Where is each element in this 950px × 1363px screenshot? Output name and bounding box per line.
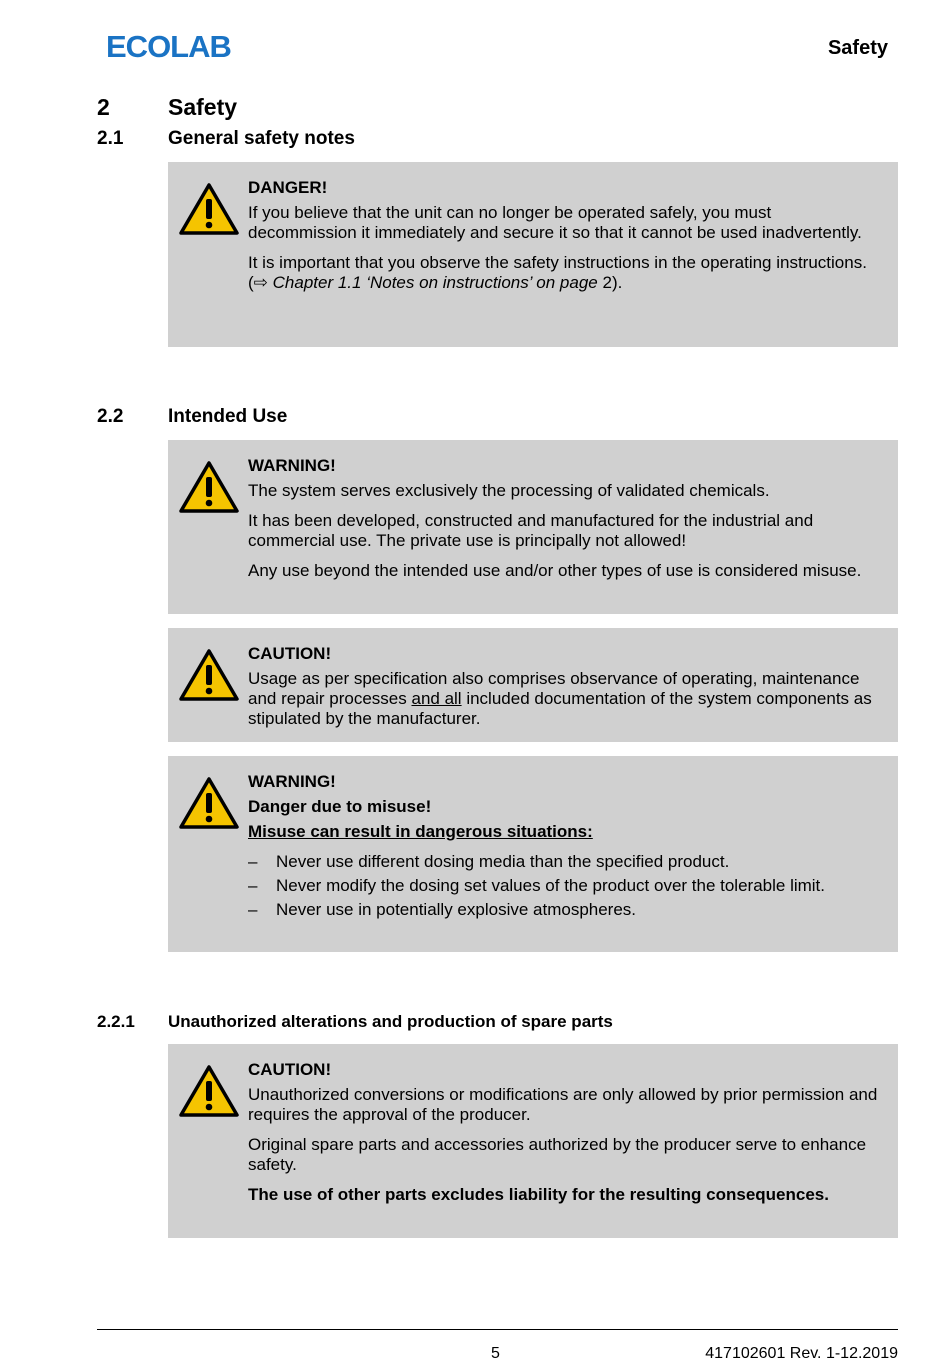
signal-word: CAUTION! xyxy=(248,644,332,663)
cross-reference xyxy=(248,273,878,293)
danger-text-1: If you believe that the unit can no longer be operated safely, you must decommission it immediately and secure it so that it cannot be used inadvertently. xyxy=(248,203,862,242)
list-item xyxy=(248,876,878,896)
caution-text-3: The use of other parts excludes liability for the resulting consequences. xyxy=(248,1185,829,1204)
caution-text-b: included documentation of the system components as stipulated by the manufacturer. xyxy=(248,689,872,728)
chapter-title: Safety xyxy=(168,94,238,120)
caution-box-spare-parts xyxy=(168,1044,898,1238)
page-number: 5 xyxy=(491,1345,500,1362)
section-title: Unauthorized alterations and production of spare parts xyxy=(168,1012,613,1031)
list-item-text: Never use different dosing media than the specified product. xyxy=(276,852,730,871)
section-number: 2.1 xyxy=(97,128,124,149)
header-title: Safety xyxy=(827,37,888,59)
section-title: General safety notes xyxy=(168,128,355,149)
caution-box-usage xyxy=(168,628,898,742)
logo-text: ECOLAB xyxy=(106,30,231,62)
signal-word: DANGER! xyxy=(248,178,328,197)
warning-box-misuse xyxy=(168,756,898,952)
caution-text-underlined: and all xyxy=(411,689,462,708)
ecolab-logo xyxy=(106,30,256,67)
ref-close: ). xyxy=(611,273,623,292)
misuse-list xyxy=(248,852,878,920)
list-item-text: Never use in potentially explosive atmospheres. xyxy=(276,900,637,919)
dash: – xyxy=(248,852,258,871)
warning-triangle-icon xyxy=(178,776,240,835)
caution-text-1: Unauthorized conversions or modifications are only allowed by prior permission and requires the approval of the producer. xyxy=(248,1085,878,1124)
warning-triangle-icon xyxy=(178,1064,240,1123)
warning-text-2: It has been developed, constructed and manufactured for the industrial and commercial use. The private use is principally not allowed! xyxy=(248,511,814,550)
warning-box-intended-use xyxy=(168,440,898,614)
chapter-number: 2 xyxy=(97,94,110,120)
chapter-reference-link[interactable]: Chapter 1.1 ‘Notes on instructions’ on page xyxy=(267,273,598,292)
danger-text-2: It is important that you observe the safety instructions in the operating instructions. xyxy=(248,253,867,272)
caution-text-2: Original spare parts and accessories authorized by the producer serve to enhance safety. xyxy=(248,1135,867,1174)
warning-text-1: The system serves exclusively the processing of validated chemicals. xyxy=(248,481,770,500)
signal-word: WARNING! xyxy=(248,456,336,475)
section-number: 2.2 xyxy=(97,406,124,427)
signal-word: WARNING! xyxy=(248,772,336,791)
danger-box xyxy=(168,162,898,347)
dash: – xyxy=(248,876,258,895)
dash: – xyxy=(248,900,258,919)
document-id: 417102601 Rev. 1-12.2019 xyxy=(705,1345,898,1362)
misuse-subheading: Misuse can result in dangerous situations: xyxy=(248,822,593,841)
warning-triangle-icon xyxy=(178,182,240,241)
caution-text xyxy=(248,669,878,729)
list-item xyxy=(248,852,878,872)
ref-open: ( xyxy=(248,273,254,292)
misuse-heading: Danger due to misuse! xyxy=(248,797,432,816)
warning-text-3: Any use beyond the intended use and/or other types of use is considered misuse. xyxy=(248,561,862,580)
warning-triangle-icon xyxy=(178,648,240,707)
warning-triangle-icon xyxy=(178,460,240,519)
section-title: Intended Use xyxy=(168,406,288,427)
footer-divider xyxy=(97,1329,898,1330)
ref-page: 2 xyxy=(597,273,612,292)
section-number: 2.2.1 xyxy=(97,1012,135,1031)
list-item-text: Never modify the dosing set values of the product over the tolerable limit. xyxy=(276,876,826,895)
list-item xyxy=(248,900,878,920)
caution-text-a: Usage as per specification also comprises observance of operating, maintenance and repair processes xyxy=(248,669,860,708)
ref-arrow-icon: ⇨ xyxy=(253,273,268,292)
signal-word: CAUTION! xyxy=(248,1060,332,1079)
